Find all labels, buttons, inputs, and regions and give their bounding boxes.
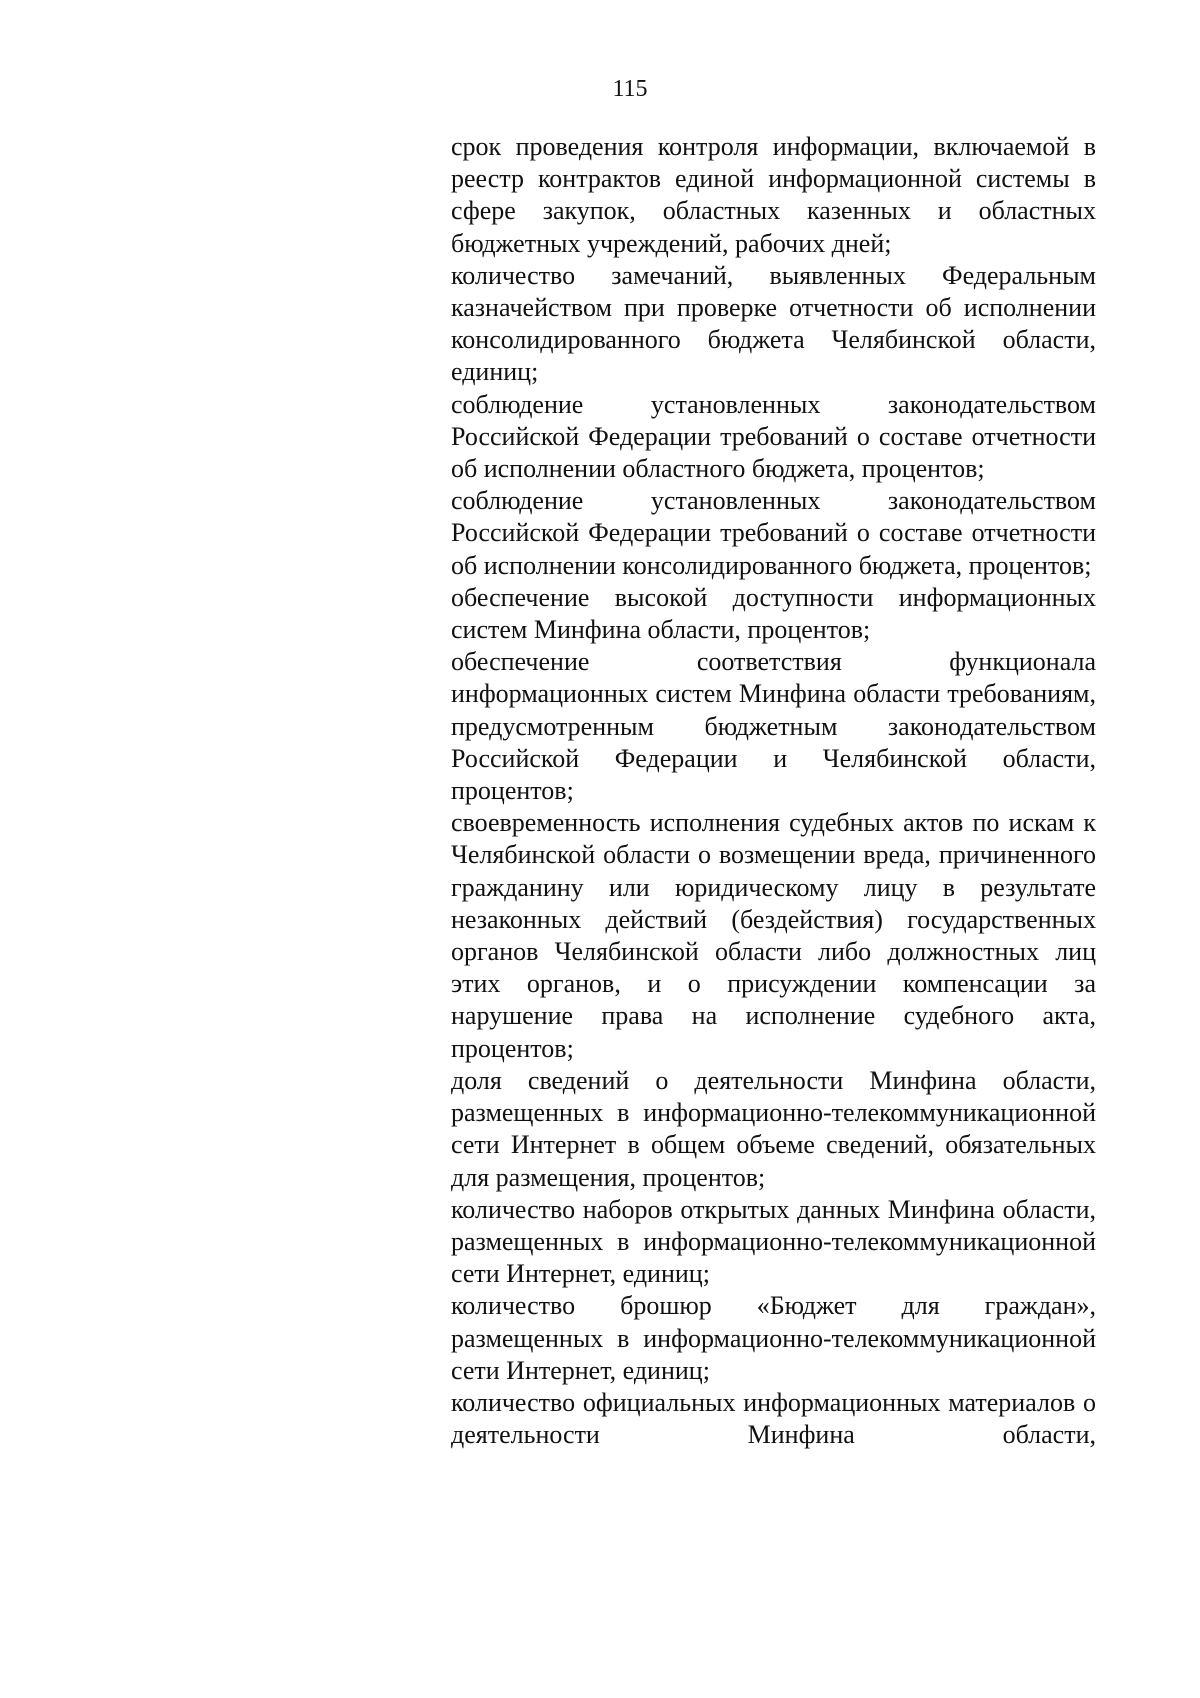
paragraph-3: соблюдение установленных законодательством Российской Федерации требований о составе отчетности об исполнении областного бюджета, процентов; xyxy=(451,389,1096,484)
paragraph-10: количество брошюр «Бюджет для граждан», размещенных в информационно-телекоммуникационной сети Интернет, единиц; xyxy=(451,1291,1096,1385)
page-number: 115 xyxy=(612,76,648,102)
paragraph-7: своевременность исполнения судебных актов по искам к Челябинской области о возмещении вреда, причиненного гражданину или юридическому лицу в результате незаконных действий (бездействия) государственных органов Челябинской области либо должностных лиц этих органов, и о присуждении компенсации за нарушение права на исполнение судебного акта, процентов; xyxy=(451,808,1096,1063)
paragraph-6: обеспечение соответствия функционала информационных систем Минфина области требованиям, предусмотренным бюджетным законодательством Российской Федерации и Челябинской области, процентов; xyxy=(451,647,1096,806)
paragraph-8: доля сведений о деятельности Минфина области, размещенных в информационно-телекоммуникационной сети Интернет в общем объеме сведений, обязательных для размещения, процентов; xyxy=(451,1065,1096,1192)
paragraph-1: срок проведения контроля информации, включаемой в реестр контрактов единой информационной системы в сфере закупок, областных казенных и областных бюджетных учреждений, рабочих дней; xyxy=(451,132,1096,258)
paragraph-2: количество замечаний, выявленных Федеральным казначейством при проверке отчетности об исполнении консолидированного бюджета Челябинской области, единиц; xyxy=(451,260,1096,387)
paragraph-5: обеспечение высокой доступности информационных систем Минфина области, процентов; xyxy=(451,582,1096,645)
paragraph-9: количество наборов открытых данных Минфина области, размещенных в информационно-телекоммуникационной сети Интернет, единиц; xyxy=(451,1194,1096,1289)
paragraph-11: количество официальных информационных материалов о деятельности Минфина области, xyxy=(451,1387,1096,1450)
paragraph-4: соблюдение установленных законодательством Российской Федерации требований о составе отчетности об исполнении консолидированного бюджета, процентов; xyxy=(451,486,1096,580)
document-body xyxy=(451,131,1096,1451)
